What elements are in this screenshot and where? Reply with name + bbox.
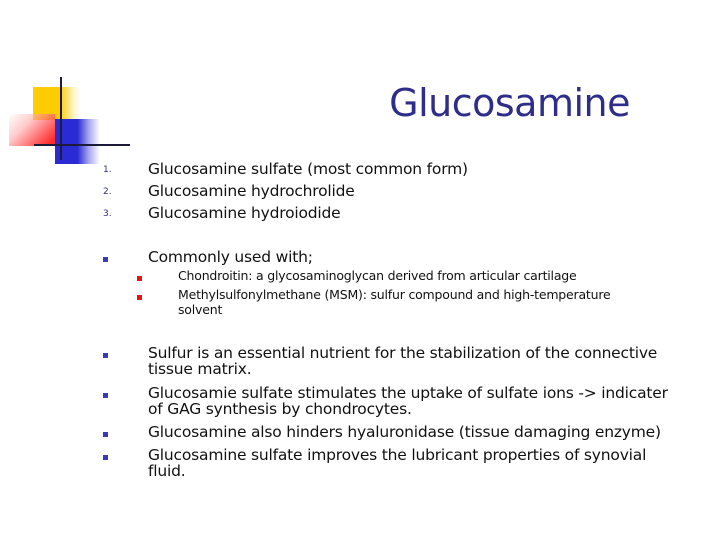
list-number: 3. bbox=[103, 209, 112, 219]
bullet-item-line1: Sulfur is an essential nutrient for the stabilization of the connective bbox=[148, 344, 658, 362]
numbered-item: Glucosamine hydrochrolide bbox=[148, 182, 355, 200]
sub-bullet-item: Chondroitin: a glycosaminoglycan derived from articular cartilage bbox=[178, 268, 577, 283]
bullet-item-line2: of GAG synthesis by chondrocytes. bbox=[148, 400, 412, 418]
vertical-line-shape bbox=[60, 77, 62, 160]
list-number: 1. bbox=[103, 165, 112, 175]
square-bullet-blue-icon bbox=[103, 432, 108, 437]
square-bullet-blue-icon bbox=[103, 353, 108, 358]
bullet-item: Commonly used with; bbox=[148, 248, 313, 266]
bullet-item-line1: Glucosamine also hinders hyaluronidase (tissue damaging enzyme) bbox=[148, 423, 661, 441]
slide-title: Glucosamine bbox=[389, 81, 630, 125]
square-bullet-blue-icon bbox=[103, 455, 108, 460]
bullet-item-line2: tissue matrix. bbox=[148, 360, 252, 378]
red-square-shape bbox=[9, 114, 55, 146]
list-number: 2. bbox=[103, 187, 112, 197]
square-bullet-red-icon bbox=[137, 295, 142, 300]
bullet-item-line1: Glucosamie sulfate stimulates the uptake of sulfate ions -> indicater bbox=[148, 384, 668, 402]
bullet-item-line2: fluid. bbox=[148, 462, 186, 480]
square-bullet-blue-icon bbox=[103, 393, 108, 398]
sub-bullet-item-line2: solvent bbox=[178, 302, 223, 317]
square-bullet-blue-icon bbox=[103, 257, 108, 262]
bullet-item-line1: Glucosamine sulfate improves the lubricant properties of synovial bbox=[148, 446, 647, 464]
horizontal-line-shape bbox=[34, 144, 130, 146]
sub-bullet-item-line1: Methylsulfonylmethane (MSM): sulfur compound and high-temperature bbox=[178, 287, 611, 302]
square-bullet-red-icon bbox=[137, 276, 142, 281]
numbered-item: Glucosamine sulfate (most common form) bbox=[148, 160, 468, 178]
numbered-item: Glucosamine hydroiodide bbox=[148, 204, 341, 222]
